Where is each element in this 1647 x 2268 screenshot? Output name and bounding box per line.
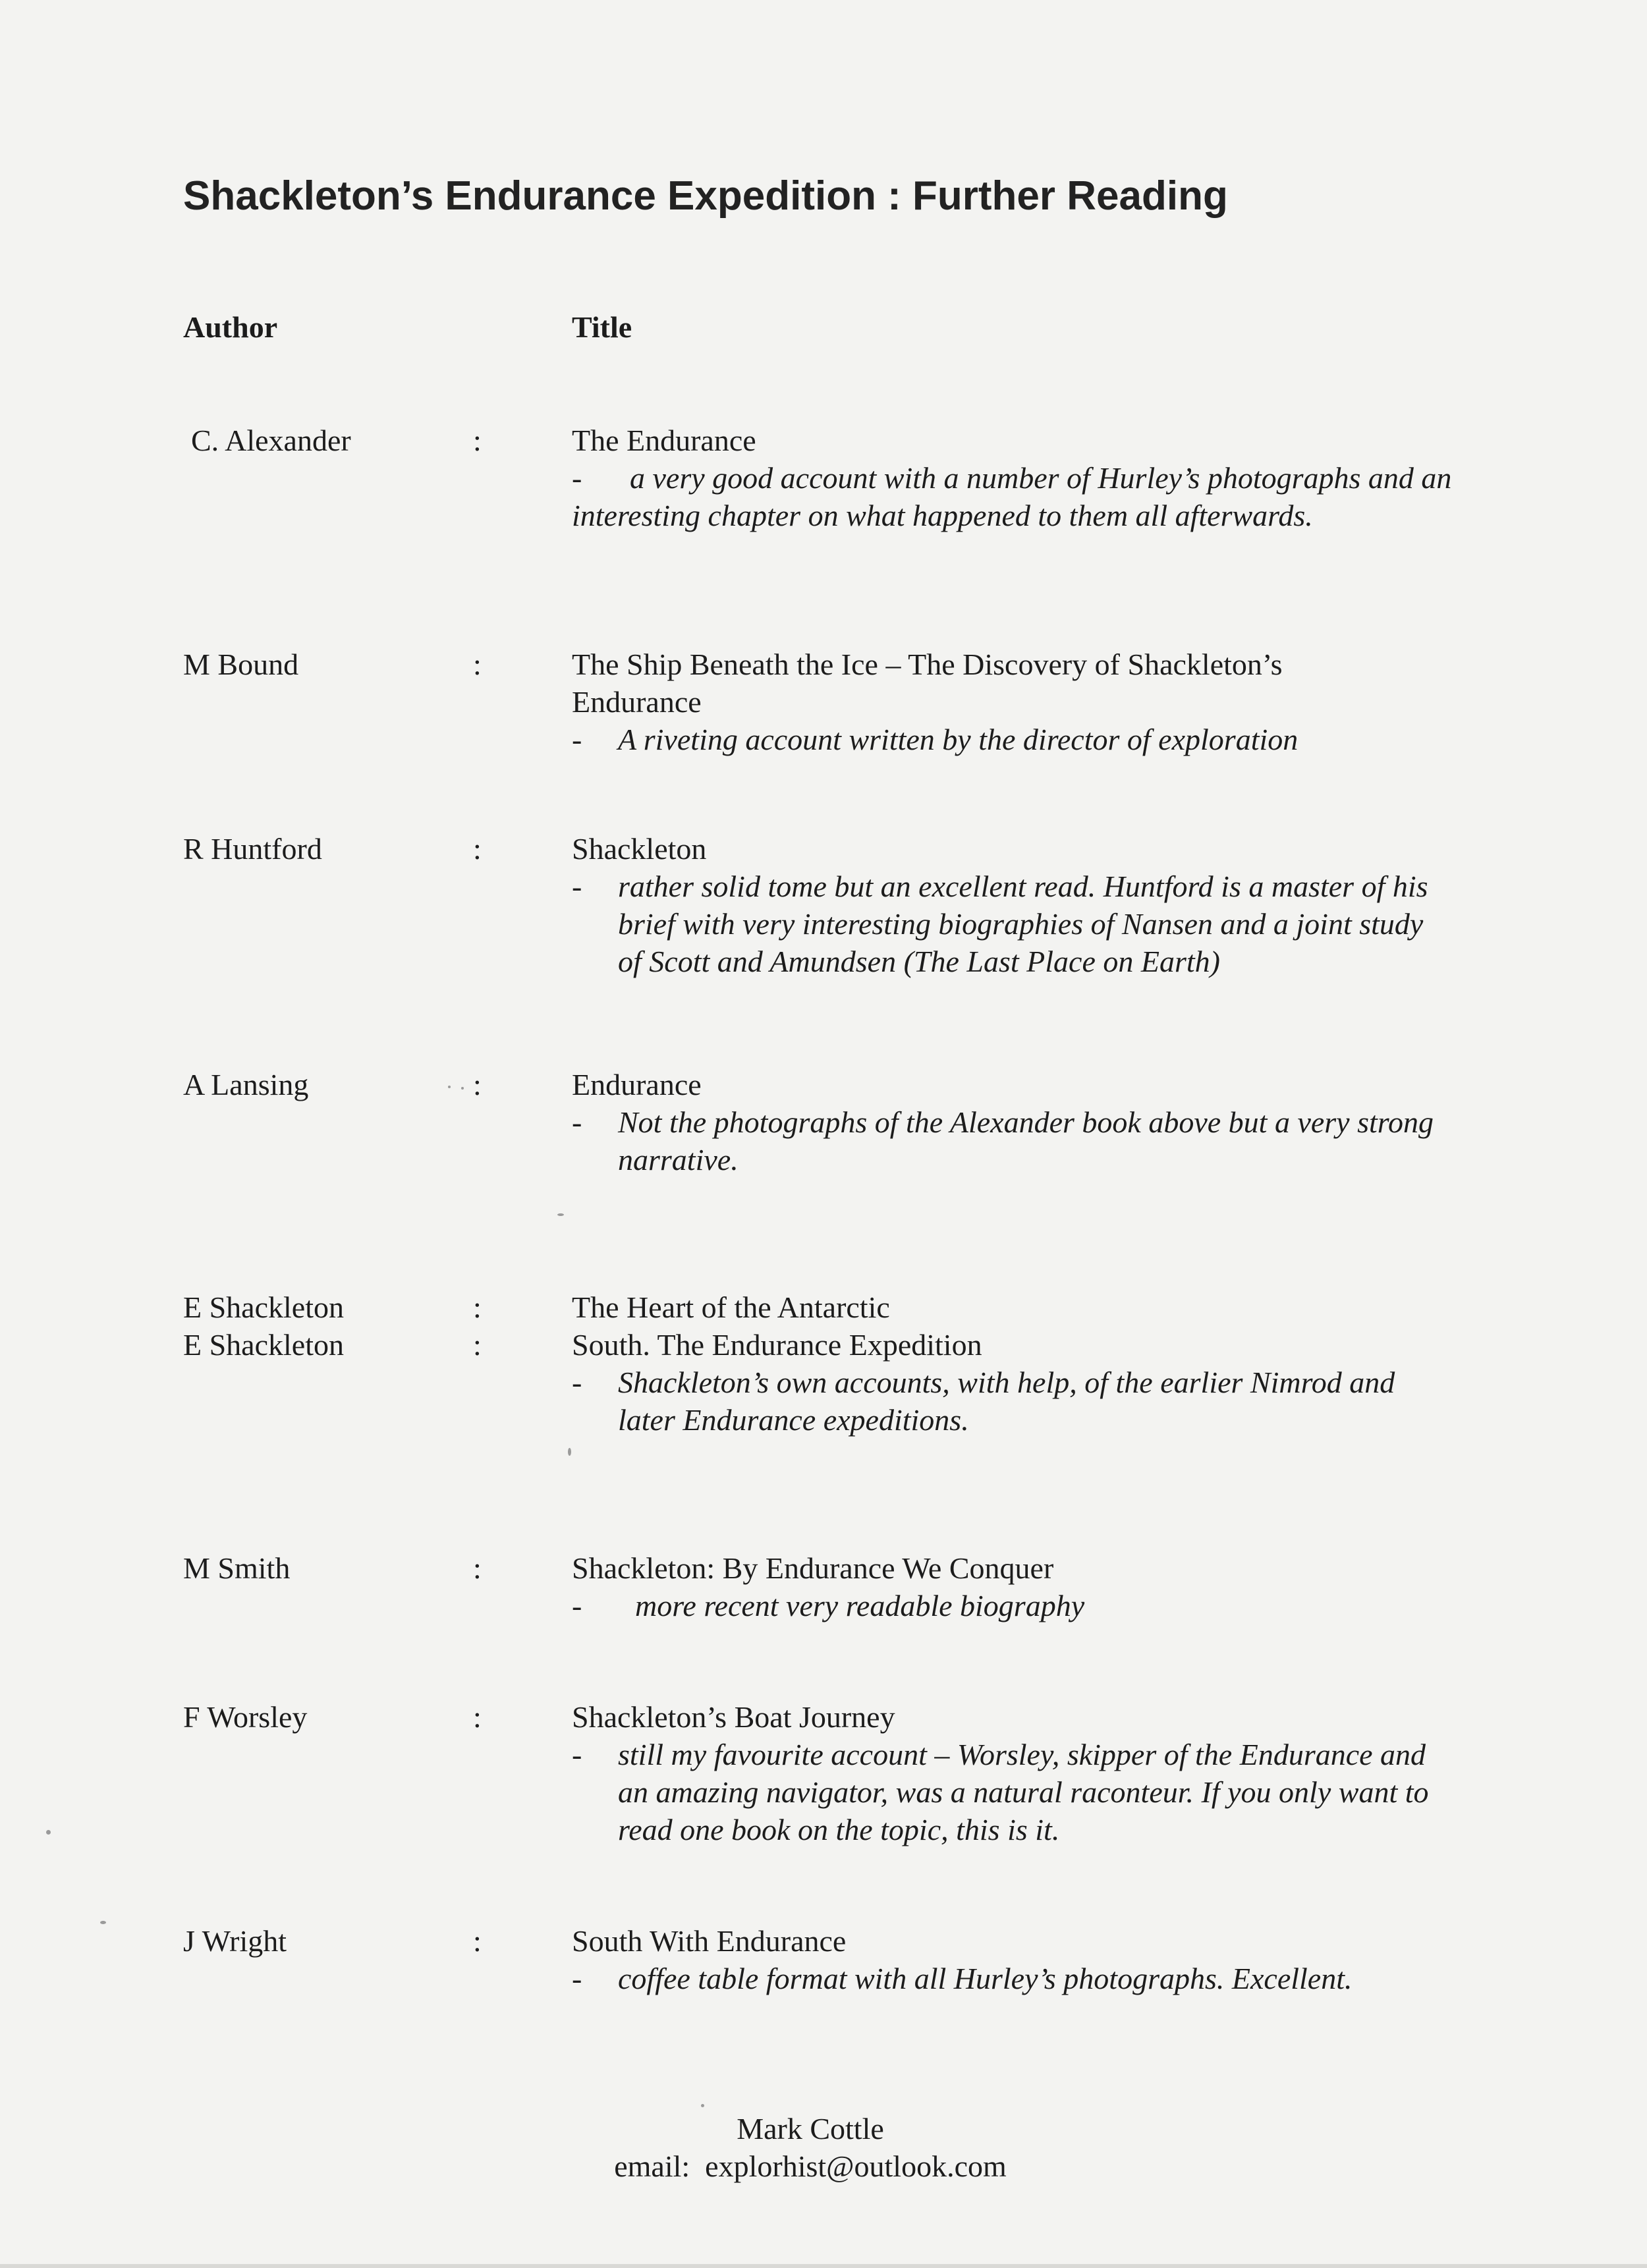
author-column-header: Author <box>183 310 278 344</box>
scan-speck <box>448 1086 451 1088</box>
entry-title: Shackleton’s Boat Journey <box>572 1700 895 1734</box>
entry-note-dash: - <box>572 723 582 756</box>
entry-title: South With Endurance <box>572 1924 847 1958</box>
entry-title: The Endurance <box>572 424 756 457</box>
footer-email-label: email: <box>614 2149 690 2183</box>
entry-note <box>572 1587 1435 1624</box>
footer-name: Mark Cottle <box>737 2112 884 2145</box>
entry-note-text: Shackleton’s own accounts, with help, of the earlier Nimrod and later Endurance expeditions. <box>618 1366 1395 1437</box>
title-column-header: Title <box>572 310 632 344</box>
entry-note-text: rather solid tome but an excellent read. Huntford is a master of his brief with very interesting biographies of Nansen and a joint study of Scott and Amundsen (The Last Place on Earth) <box>618 870 1428 978</box>
footer-email-line <box>0 2147 1634 2185</box>
entry-note-dash: - <box>572 1589 582 1622</box>
entry-author: F Worsley <box>183 1700 308 1734</box>
entry-note-dash: - <box>572 1738 582 1771</box>
entry-separator: : <box>473 648 482 681</box>
entry-separator: : <box>473 1924 482 1958</box>
entry-note-text: a very good account with a number of Hurley’s photographs and an interesting chapter on what happened to them all afterwards. <box>572 461 1452 532</box>
entry-note <box>572 1960 1494 1997</box>
entry-title: The Heart of the Antarctic <box>572 1290 890 1324</box>
entry-note-dash: - <box>572 461 582 495</box>
entry-separator: : <box>473 1700 482 1734</box>
entry-author: J Wright <box>183 1924 287 1958</box>
entry-note <box>572 1736 1448 1848</box>
entry-author: E Shackleton <box>183 1328 344 1362</box>
entry-separator: : <box>473 1328 482 1362</box>
entry-title: Endurance <box>572 1068 702 1101</box>
scan-speck <box>46 1830 51 1835</box>
scan-speck <box>568 1448 571 1456</box>
entry-note-dash: - <box>572 870 582 903</box>
entry-title: Shackleton <box>572 832 707 866</box>
entry-note-dash: - <box>572 1105 582 1139</box>
entry-author: M Smith <box>183 1551 291 1585</box>
entry-separator: : <box>473 1290 482 1324</box>
entry-title: South. The Endurance Expedition <box>572 1328 982 1362</box>
entry-note-dash: - <box>572 1962 582 1995</box>
entry-note <box>572 1103 1435 1178</box>
entry-author: A Lansing <box>183 1068 309 1101</box>
entry-note <box>572 868 1448 980</box>
page-bottom-edge <box>0 2264 1647 2268</box>
entry-author: E Shackleton <box>183 1290 344 1324</box>
entry-author: C. Alexander <box>191 424 351 457</box>
entry-note <box>572 721 1494 758</box>
entry-separator: : <box>473 1551 482 1585</box>
entry-title-line: Endurance <box>572 685 702 719</box>
entry-separator: : <box>473 1068 482 1101</box>
entry-author: R Huntford <box>183 832 322 866</box>
footer-email[interactable]: explorhist@outlook.com <box>705 2149 1007 2183</box>
scan-speck <box>461 1087 464 1090</box>
entry-title: Shackleton: By Endurance We Conquer <box>572 1551 1054 1585</box>
entry-note-dash: - <box>572 1366 582 1399</box>
scan-speck <box>557 1213 564 1216</box>
entry-note-text: coffee table format with all Hurley’s photographs. Excellent. <box>618 1962 1353 1995</box>
entry-note <box>572 459 1455 534</box>
entry-note <box>572 1364 1435 1439</box>
entry-title-line: The Ship Beneath the Ice – The Discovery of Shackleton’s <box>572 648 1283 681</box>
entry-separator: : <box>473 832 482 866</box>
entry-note-text: A riveting account written by the director of exploration <box>618 723 1298 756</box>
entry-note-text: more recent very readable biography <box>635 1589 1085 1622</box>
entry-author: M Bound <box>183 648 299 681</box>
entry-note-text: Not the photographs of the Alexander book above but a very strong narrative. <box>618 1105 1434 1176</box>
entry-note-text: still my favourite account – Worsley, skipper of the Endurance and an amazing navigator, was a natural raconteur. If you only want to read one book on the topic, this is it. <box>618 1738 1429 1846</box>
scan-speck <box>100 1921 106 1924</box>
entry-separator: : <box>473 424 482 457</box>
scan-speck <box>701 2104 704 2107</box>
page-title: Shackleton’s Endurance Expedition : Further Reading <box>183 173 1228 219</box>
